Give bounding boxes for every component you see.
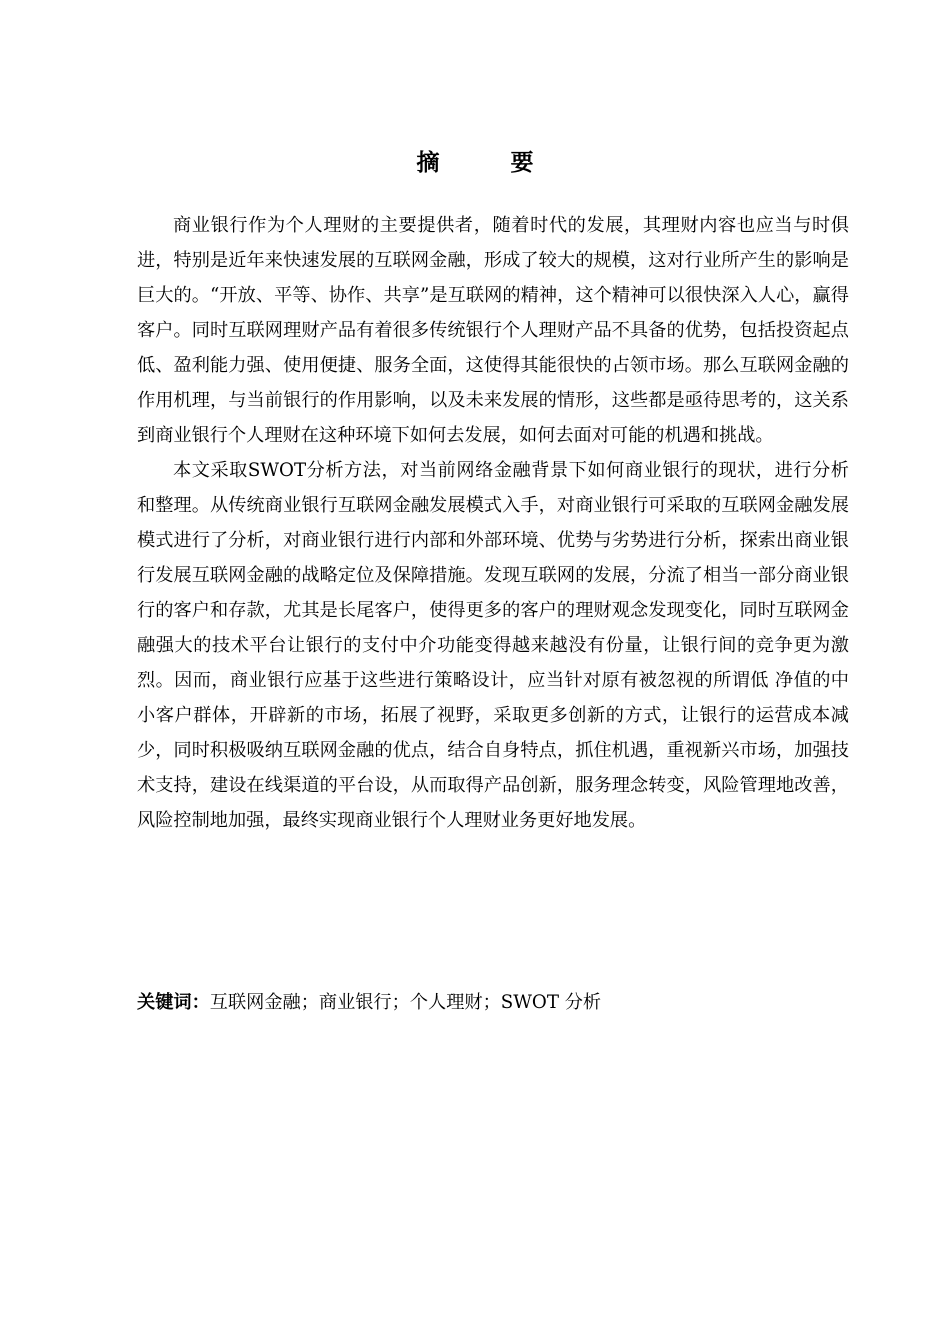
abstract-paragraph-1: 商业银行作为个人理财的主要提供者，随着时代的发展，其理财内容也应当与时俱进，特别是近年来快速发展的互联网金融，形成了较大的规模，这对行业所产生的影响是巨大的。“开放、平等、协作、共享”是互联网的精神，这个精神可以很快深入人心，赢得客户。同时互联网理财产品有着很多传统银行个人理财产品不具备的优势，包括投资起点低、盈利能力强、使用便捷、服务全面，这使得其能很快的占领市场。那么互联网金融的作用机理，与当前银行的作用影响，以及未来发展的情形，这些都是亟待思考的，这关系到商业银行个人理财在这种环境下如何去发展，如何去面对可能的机遇和挑战。: [137, 215, 849, 446]
keywords-label: 关键词：: [137, 992, 210, 1013]
abstract-paragraph-2: 本文采取SWOT分析方法，对当前网络金融背景下如何商业银行的现状，进行分析和整理。从传统商业银行互联网金融发展模式入手，对商业银行可采取的互联网金融发展模式进行了分析，对商业银行进行内部和外部环境、优势与劣势进行分析，探索出商业银行发展互联网金融的战略定位及保障措施。发现互联网的发展，分流了相当一部分商业银行的客户和存款，尤其是长尾客户，使得更多的客户的理财观念发现变化，同时互联网金融强大的技术平台让银行的支付中介功能变得越来越没有份量，让银行间的竞争更为激烈。因而，商业银行应基于这些进行策略设计，应当针对原有被忽视的所谓低 净值的中小客户群体，开辟新的市场，拓展了视野，采取更多创新的方式，让银行的运营成本减少，同时积极吸纳互联网金融的优点，结合自身特点，抓住机遇，重视新兴市场，加强技术支持，建设在线渠道的平台设，从而取得产品创新，服务理念转变，风险管理地改善，风险控制地加强，最终实现商业银行个人理财业务更好地发展。: [137, 460, 849, 831]
keywords-line: [137, 985, 849, 1020]
abstract-title: 摘 要: [416, 150, 558, 176]
keywords-text: 互联网金融；商业银行；个人理财；SWOT 分析: [209, 992, 602, 1013]
abstract-body: [137, 208, 849, 838]
